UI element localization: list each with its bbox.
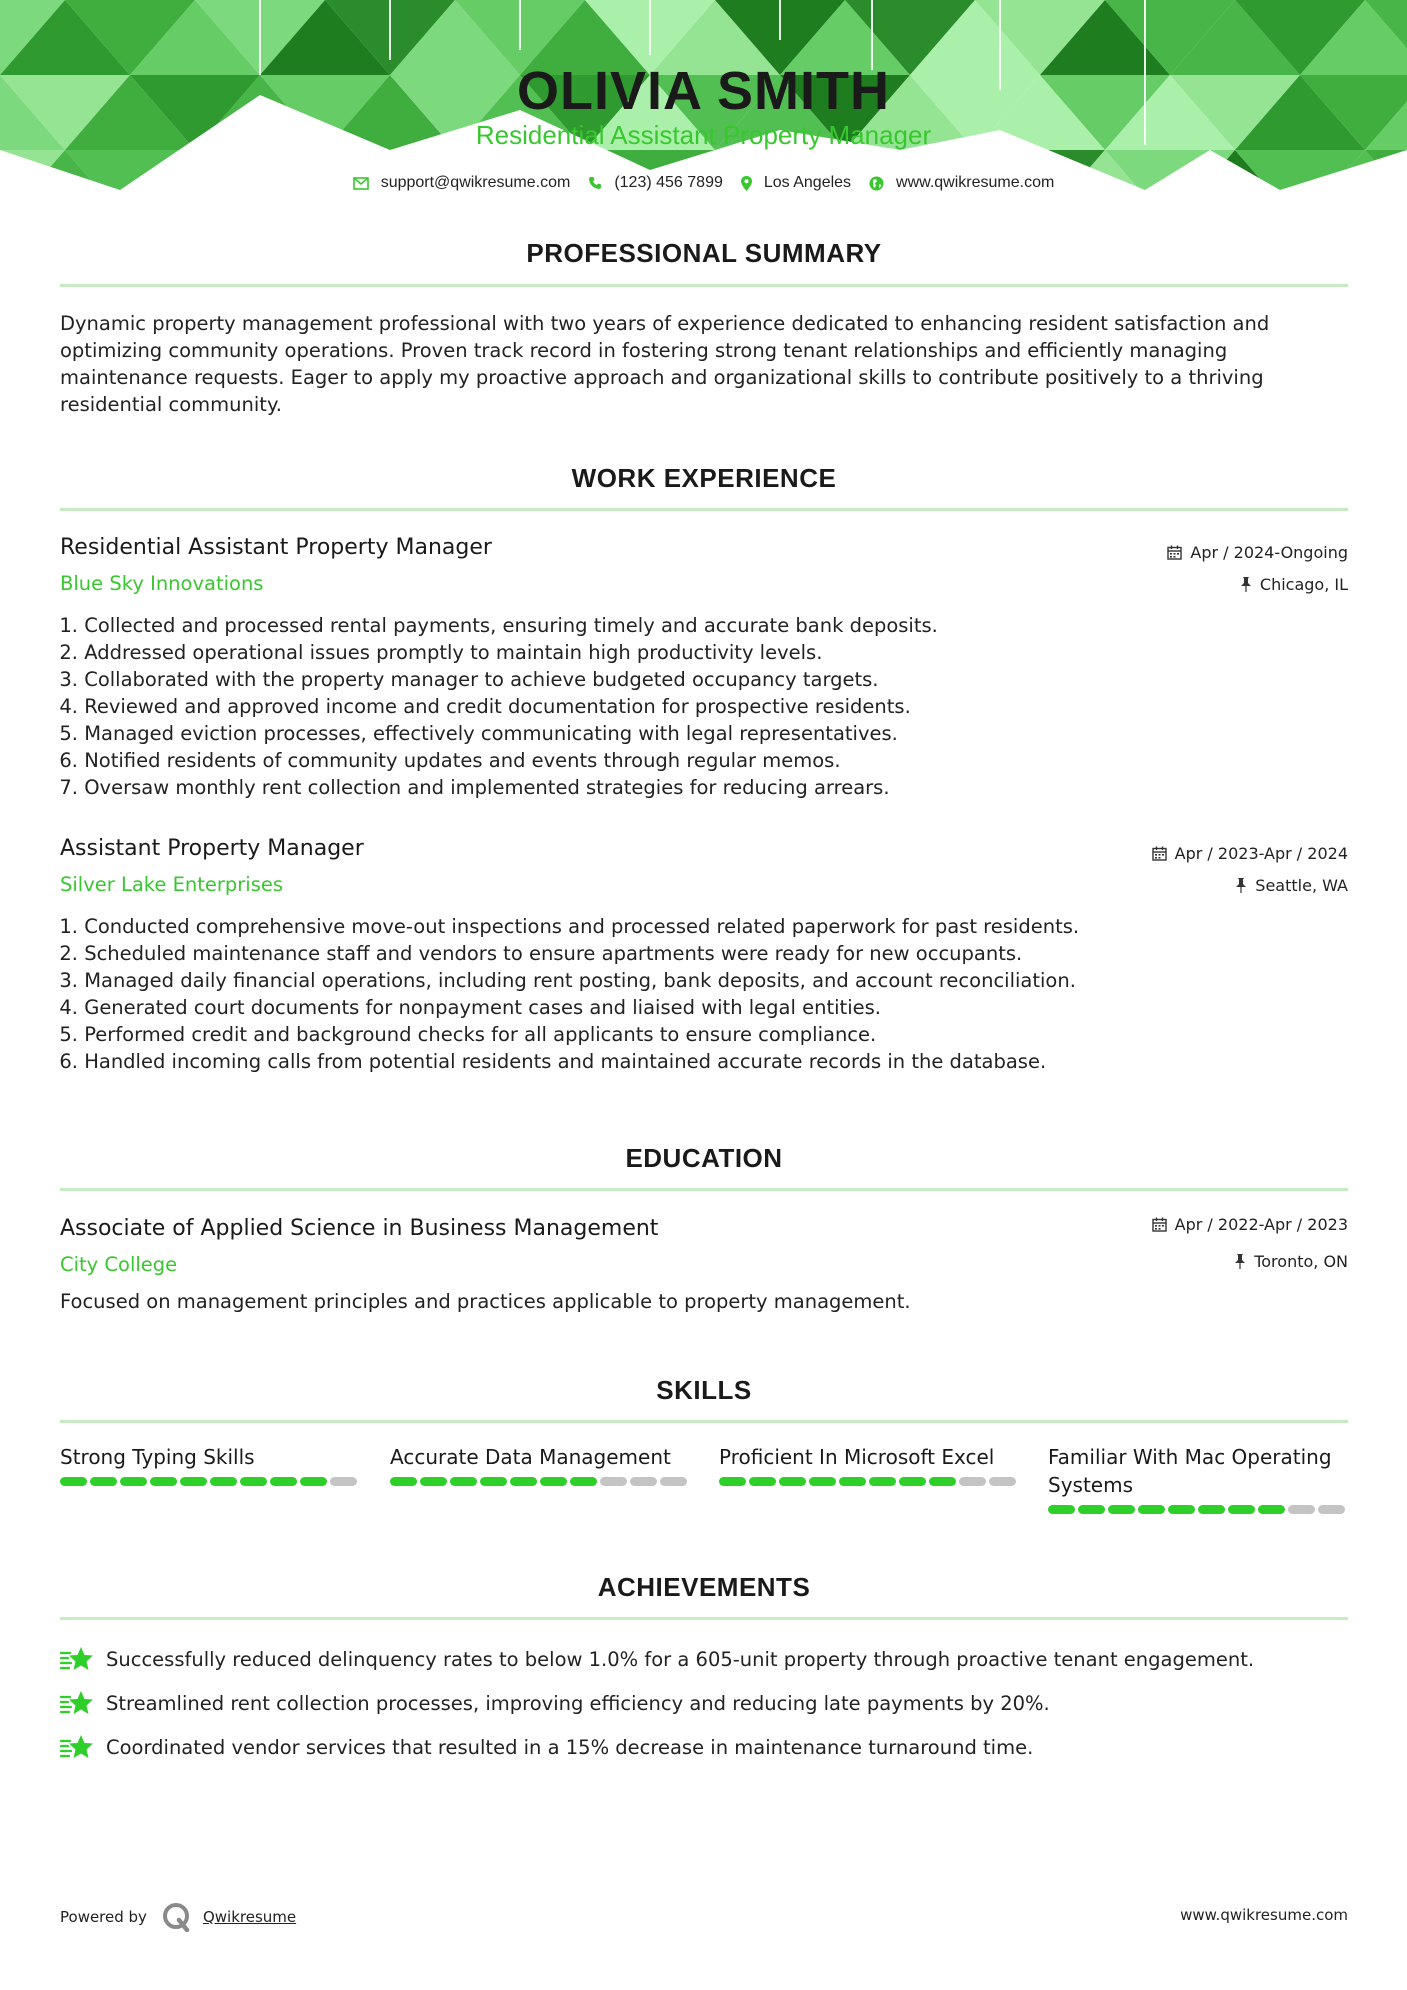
job-bullets <box>52 913 1342 1075</box>
skill-segment-filled <box>1108 1505 1135 1514</box>
skill-segment-filled <box>210 1477 237 1486</box>
skill-segment-filled <box>180 1477 207 1486</box>
contact-location-text: Los Angeles <box>763 174 852 191</box>
skill-segment-filled <box>899 1477 926 1486</box>
calendar-icon <box>1152 1217 1167 1232</box>
contact-email[interactable] <box>353 174 571 192</box>
job-dates-text: Apr / 2023-Apr / 2024 <box>1174 844 1348 863</box>
bullet-text: Collaborated with the property manager to achieve budgeted occupancy targets. <box>84 668 879 691</box>
job-bullets <box>52 612 1342 801</box>
summary-divider <box>60 284 1348 287</box>
job-location-text: Seattle, WA <box>1255 876 1348 895</box>
job-company: Blue Sky Innovations <box>60 572 264 595</box>
education-location-text: Toronto, ON <box>1254 1252 1348 1271</box>
skill-segment-filled <box>120 1477 147 1486</box>
skill-item <box>390 1443 690 1486</box>
contact-email-text: support@qwikresume.com <box>380 174 571 191</box>
skill-segment-filled <box>510 1477 537 1486</box>
skill-segment-empty <box>330 1477 357 1486</box>
skill-segment-empty <box>630 1477 657 1486</box>
skill-segment-filled <box>270 1477 297 1486</box>
achievement-text: Successfully reduced delinquency rates to below 1.0% for a 605-unit property through proactive tenant engagement. <box>106 1647 1255 1671</box>
skill-segment-filled <box>809 1477 836 1486</box>
list-item: 5. Managed eviction processes, effectively communicating with legal representatives. <box>59 722 898 745</box>
list-item: 1. Collected and processed rental payments, ensuring timely and accurate bank deposits. <box>59 614 938 637</box>
bullet-text: Managed daily financial operations, including rent posting, bank deposits, and account reconciliation. <box>84 969 1076 992</box>
job-title: Assistant Property Manager <box>60 836 364 861</box>
bullet-text: Collected and processed rental payments, ensuring timely and accurate bank deposits. <box>84 614 938 637</box>
skill-segment-filled <box>90 1477 117 1486</box>
skill-segment-empty <box>989 1477 1016 1486</box>
envelope-icon <box>353 177 369 190</box>
contact-phone[interactable] <box>588 174 723 192</box>
skill-item <box>719 1443 1019 1486</box>
contact-phone-text: (123) 456 7899 <box>614 174 723 191</box>
job-location-text: Chicago, IL <box>1259 575 1348 594</box>
pushpin-icon <box>1240 577 1252 592</box>
skill-name: Familiar With Mac Operating Systems <box>1048 1445 1332 1497</box>
achievements-divider <box>60 1617 1348 1620</box>
skill-segment-filled <box>1228 1505 1255 1514</box>
star-badge-icon <box>60 1688 94 1718</box>
globe-icon <box>869 176 884 191</box>
qwikresume-logo-icon <box>161 1902 191 1932</box>
list-item: 3. Managed daily financial operations, including rent posting, bank deposits, and account reconciliation. <box>59 969 1076 992</box>
list-item: 7. Oversaw monthly rent collection and implemented strategies for reducing arrears. <box>59 776 890 799</box>
education-heading: EDUCATION <box>625 1143 783 1173</box>
star-badge-icon <box>60 1732 94 1762</box>
list-item: 6. Handled incoming calls from potential residents and maintained accurate records in the database. <box>59 1050 1047 1073</box>
skill-segment-filled <box>1198 1505 1225 1514</box>
contact-website-text: www.qwikresume.com <box>896 174 1055 191</box>
skill-segment-filled <box>929 1477 956 1486</box>
summary-line: residential community. <box>60 393 282 416</box>
job-title: Residential Assistant Property Manager <box>60 535 492 560</box>
bullet-text: Conducted comprehensive move-out inspections and processed related paperwork for past residents. <box>84 915 1080 938</box>
education-dates-text: Apr / 2022-Apr / 2023 <box>1174 1215 1348 1234</box>
summary-line: maintenance requests. Eager to apply my proactive approach and organizational skills to contribute positively to a thriving <box>60 366 1264 389</box>
skill-segment-filled <box>749 1477 776 1486</box>
footer-website[interactable]: www.qwikresume.com <box>1180 1906 1348 1924</box>
degree-title: Associate of Applied Science in Business Management <box>60 1216 659 1241</box>
achievement-item <box>60 1688 1348 1718</box>
calendar-icon <box>1167 545 1182 560</box>
skill-segment-empty <box>1318 1505 1345 1514</box>
job-company: Silver Lake Enterprises <box>60 873 284 896</box>
skill-segment-filled <box>869 1477 896 1486</box>
skill-segment-filled <box>1078 1505 1105 1514</box>
bullet-text: Addressed operational issues promptly to maintain high productivity levels. <box>84 641 823 664</box>
skill-segment-filled <box>1048 1505 1075 1514</box>
skill-segment-filled <box>540 1477 567 1486</box>
skill-level-bar <box>390 1477 690 1486</box>
job-location <box>1240 575 1348 594</box>
skill-segment-empty <box>660 1477 687 1486</box>
skill-item <box>1048 1443 1348 1514</box>
skill-level-bar <box>719 1477 1019 1486</box>
star-badge-icon <box>60 1644 94 1674</box>
qwikresume-link[interactable]: Qwikresume <box>202 1908 297 1926</box>
education-description: Focused on management principles and practices applicable to property management. <box>60 1290 911 1313</box>
pushpin-icon <box>1235 878 1247 893</box>
skills-divider <box>60 1420 1348 1423</box>
pushpin-icon <box>1234 1254 1246 1269</box>
job-dates <box>1152 844 1348 863</box>
achievement-item <box>60 1732 1348 1762</box>
skill-segment-filled <box>60 1477 87 1486</box>
skill-segment-filled <box>240 1477 267 1486</box>
achievement-text: Coordinated vendor services that resulted in a 15% decrease in maintenance turnaround time. <box>106 1735 1034 1759</box>
skill-name: Accurate Data Management <box>390 1445 671 1469</box>
skill-segment-filled <box>1168 1505 1195 1514</box>
skill-segment-filled <box>300 1477 327 1486</box>
education-divider <box>60 1188 1348 1191</box>
summary-heading: PROFESSIONAL SUMMARY <box>526 238 882 268</box>
footer-powered-by <box>60 1902 296 1932</box>
skill-segment-filled <box>839 1477 866 1486</box>
contact-bar <box>0 174 1407 192</box>
skills-heading: SKILLS <box>656 1375 752 1405</box>
skill-item <box>60 1443 360 1486</box>
skill-segment-filled <box>450 1477 477 1486</box>
summary-line: optimizing community operations. Proven track record in fostering strong tenant relationships and efficiently managing <box>60 339 1228 362</box>
education-dates <box>1152 1215 1348 1234</box>
skill-segment-filled <box>480 1477 507 1486</box>
list-item: 2. Scheduled maintenance staff and vendors to ensure apartments were ready for new occupants. <box>59 942 1023 965</box>
powered-by-text: Powered by <box>60 1908 147 1926</box>
bullet-text: Generated court documents for nonpayment cases and liaised with legal entities. <box>84 996 881 1019</box>
experience-divider <box>60 508 1348 511</box>
skill-segment-filled <box>390 1477 417 1486</box>
achievements-heading: ACHIEVEMENTS <box>597 1572 811 1602</box>
skill-segment-empty <box>959 1477 986 1486</box>
achievement-text: Streamlined rent collection processes, improving efficiency and reducing late payments by 20%. <box>106 1691 1050 1715</box>
skill-segment-filled <box>779 1477 806 1486</box>
skill-segment-filled <box>420 1477 447 1486</box>
candidate-title: Residential Assistant Property Manager <box>475 120 932 150</box>
list-item: 2. Addressed operational issues promptly to maintain high productivity levels. <box>59 641 823 664</box>
skill-name: Strong Typing Skills <box>60 1445 255 1469</box>
summary-text <box>60 310 1348 418</box>
bullet-text: Performed credit and background checks for all applicants to ensure compliance. <box>84 1023 877 1046</box>
contact-website[interactable] <box>869 174 1054 192</box>
list-item: 4. Generated court documents for nonpayment cases and liaised with legal entities. <box>59 996 881 1019</box>
list-item: 6. Notified residents of community updates and events through regular memos. <box>59 749 841 772</box>
school-name: City College <box>60 1253 178 1276</box>
calendar-icon <box>1152 846 1167 861</box>
achievement-item <box>60 1644 1348 1674</box>
job-dates <box>1167 543 1348 562</box>
bullet-text: Scheduled maintenance staff and vendors to ensure apartments were ready for new occupants. <box>84 942 1023 965</box>
job-location <box>1235 876 1348 895</box>
skill-segment-filled <box>1258 1505 1285 1514</box>
skill-name: Proficient In Microsoft Excel <box>719 1445 995 1469</box>
bullet-text: Managed eviction processes, effectively communicating with legal representatives. <box>84 722 898 745</box>
list-item: 3. Collaborated with the property manager to achieve budgeted occupancy targets. <box>59 668 879 691</box>
skill-level-bar <box>1048 1505 1348 1514</box>
list-item: 1. Conducted comprehensive move-out inspections and processed related paperwork for past residents. <box>59 915 1080 938</box>
phone-icon <box>588 176 602 190</box>
summary-line: Dynamic property management professional with two years of experience dedicated to enhancing resident satisfaction and <box>60 312 1270 335</box>
candidate-name: OLIVIA SMITH <box>517 61 890 121</box>
skill-segment-empty <box>1288 1505 1315 1514</box>
education-location <box>1234 1252 1348 1271</box>
list-item: 4. Reviewed and approved income and credit documentation for prospective residents. <box>59 695 911 718</box>
skill-segment-filled <box>1138 1505 1165 1514</box>
bullet-text: Notified residents of community updates and events through regular memos. <box>84 749 841 772</box>
contact-location <box>741 174 851 192</box>
skill-segment-empty <box>600 1477 627 1486</box>
map-pin-icon <box>741 176 752 191</box>
list-item: 5. Performed credit and background checks for all applicants to ensure compliance. <box>59 1023 877 1046</box>
experience-heading: WORK EXPERIENCE <box>571 463 837 493</box>
bullet-text: Handled incoming calls from potential residents and maintained accurate records in the database. <box>84 1050 1047 1073</box>
bullet-text: Oversaw monthly rent collection and implemented strategies for reducing arrears. <box>84 776 890 799</box>
bullet-text: Reviewed and approved income and credit documentation for prospective residents. <box>84 695 911 718</box>
skill-segment-filled <box>150 1477 177 1486</box>
skill-segment-filled <box>719 1477 746 1486</box>
job-dates-text: Apr / 2024-Ongoing <box>1190 543 1348 562</box>
skill-segment-filled <box>570 1477 597 1486</box>
skill-level-bar <box>60 1477 360 1486</box>
